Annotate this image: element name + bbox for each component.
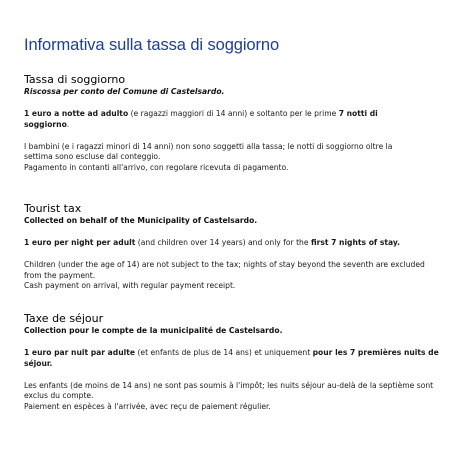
- rate-text-1: (et enfants de plus de 14 ans) et uniquement: [135, 348, 313, 357]
- exemption-line-1: I bambini (e i ragazzi minori di 14 anni) non sono soggetti alla tassa; le notti di soggiorno oltre la: [24, 141, 393, 151]
- rate-line-1: [24, 238, 434, 249]
- rate-text-2: .: [66, 119, 70, 129]
- rate-bold-2: 7 notti di: [338, 109, 378, 118]
- exemption-line-1: Children (under the age of 14) are not subject to the tax; nights of stay beyond the seventh are excluded: [24, 259, 425, 269]
- exemption-paragraph-french: [24, 381, 434, 413]
- rate-bold-2: pour les 7 premières nuits de: [312, 348, 439, 357]
- exemption-line-2: settima sono escluse dal conteggio.: [24, 152, 161, 162]
- exemption-line-2: exclus du compte.: [24, 391, 94, 401]
- exemption-paragraph-english: [24, 260, 434, 292]
- payment-line: Pagamento in contanti all'arrivo, con regolare ricevuta di pagamento.: [24, 163, 289, 173]
- rate-line-2: [24, 359, 434, 370]
- rate-text-1: (and children over 14 years) and only for the: [135, 238, 311, 247]
- exemption-line-1: Les enfants (de moins de 14 ans) ne sont pas soumis à l'impôt; les nuits séjour au-delà de la septième sont: [24, 380, 434, 390]
- section-heading-french: Taxe de séjour: [24, 312, 104, 325]
- rate-bold-2: first 7 nights of stay.: [310, 238, 401, 247]
- rate-line-1: [24, 109, 434, 120]
- rate-text-1: (e ragazzi maggiori di 14 anni) e soltanto per le prime: [128, 109, 339, 118]
- payment-line: Cash payment on arrival, with regular payment receipt.: [24, 281, 236, 291]
- rate-paragraph-italian: [24, 109, 434, 131]
- section-english: [24, 202, 434, 303]
- exemption-line-2: from the payment.: [24, 270, 96, 280]
- rate-bold-1: 1 euro per night per adult: [24, 238, 136, 247]
- rate-line-2: [24, 120, 434, 131]
- section-subheading-english: Collected on behalf of the Municipality of Castelsardo.: [24, 216, 258, 225]
- section-french: [24, 312, 439, 424]
- rate-bold-3: séjour.: [24, 358, 53, 368]
- section-heading-italian: Tassa di soggiorno: [24, 73, 126, 86]
- section-heading-english: Tourist tax: [24, 202, 82, 215]
- exemption-paragraph-italian: [24, 142, 434, 174]
- section-italian: [24, 73, 434, 185]
- section-subheading-italian: Riscossa per conto del Comune di Castelsardo.: [24, 87, 225, 96]
- rate-bold-1: 1 euro a notte ad adulto: [24, 109, 129, 118]
- rate-line-1: [24, 348, 439, 359]
- section-subheading-french: Collection pour le compte de la municipalité de Castelsardo.: [24, 326, 283, 335]
- rate-bold-3: soggiorno: [24, 119, 67, 129]
- document-title: Informativa sulla tassa di soggiorno: [24, 36, 280, 54]
- rate-paragraph-english: [24, 238, 434, 249]
- payment-line: Paiement en espèces à l'arrivée, avec reçu de paiement régulier.: [24, 402, 271, 412]
- rate-bold-1: 1 euro par nuit par adulte: [24, 348, 136, 357]
- rate-paragraph-french: [24, 348, 439, 370]
